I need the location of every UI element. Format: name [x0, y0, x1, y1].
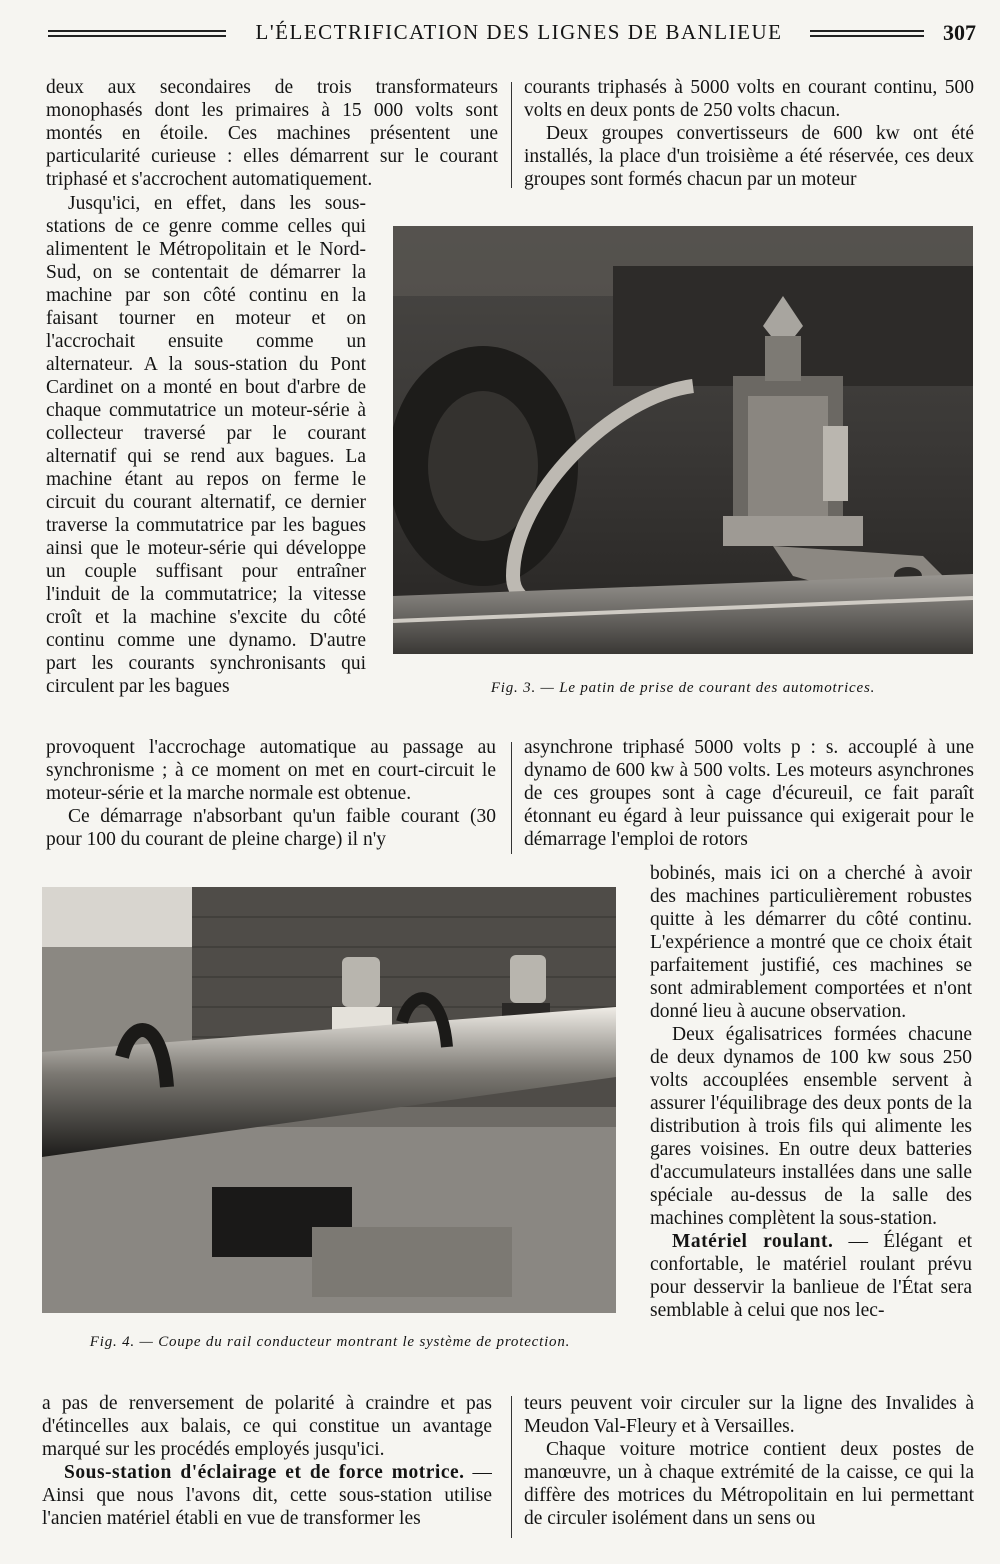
- figure-4-caption: Fig. 4. — Coupe du rail conducteur montrant le système de protection.: [89, 1334, 571, 1350]
- column-divider-middle: [511, 742, 512, 854]
- page-number: 307: [943, 20, 976, 45]
- conductor-rail-illustration: [42, 887, 616, 1313]
- header-rule-right: [810, 30, 924, 37]
- paragraph-g2-text: — Ainsi que nous l'avons dit, cette sous-station utilise l'ancien matériel établi en vue de transformer les: [42, 1462, 492, 1529]
- section-heading-sous-station: Sous-station d'éclairage et de force motrice.: [64, 1462, 465, 1483]
- column-divider-top: [511, 82, 512, 188]
- section-heading-materiel-roulant: Matériel roulant.: [672, 1231, 834, 1252]
- header-rule-left: [48, 30, 226, 37]
- paragraph-h: teurs peuvent voir circuler sur la ligne des Invalides à Meudon Val-Fleury et à Versailles. Chaque voiture motrice contient deux postes de manœuvre, un à chaque extrémité de la caisse, ce qui la diffère des motrices du Métropolitain en lui permettant de circuler isolément dans un sens ou: [524, 1393, 974, 1529]
- paragraph-g: a pas de renversement de polarité à craindre et pas d'étincelles aux balais, ce qui constitue un avantage marqué sur les procédés employés jusqu'ici. Sous-station d'éclairage et de force motrice. — Ainsi que nous l'avons dit, cette sous-station utilise l'ancien matériel établi en vue de transformer les: [42, 1393, 492, 1529]
- current-collector-shoe-illustration: [393, 226, 973, 654]
- paragraph-b: Jusqu'ici, en effet, dans les sous-stations de ce genre comme celles qui alimentent le Métropolitain et le Nord-Sud, on se contentait de démarrer la machine par son côté continu en la faisant tourner en moteur et on l'accrochait ensuite comme un alternateur. A la sous-station du Pont Cardinet on a monté en bout d'arbre de chaque commutatrice un moteur-série à collecteur traversé par le courant alternatif qui se rend aux bagues. La machine étant au repos on ferme le circuit du courant alternatif, ce dernier traverse la commutatrice par les bagues ainsi que le moteur-série qui développe un couple suffisant pour entraîner l'induit de la commutatrice; la vitesse croît et la machine s'excite du côté continu comme une dynamo. D'autre part les courants synchronisants qui circulent par les bagues: [46, 193, 366, 697]
- paragraph-c: provoquent l'accrochage automatique au passage au synchronisme ; à ce moment on met en court-circuit le moteur-série et la marche normale est obtenue. Ce démarrage n'absorbant qu'un faible courant (30 pour 100 du courant de pleine charge) il n'y: [46, 737, 496, 850]
- column-divider-bottom: [511, 1396, 512, 1538]
- paragraph-f: bobinés, mais ici on a cherché à avoir des machines particulièrement robustes quitte à les démarrer du côté continu. L'expérience a montré que ce choix était parfaitement justifié, ces machines se sont admirablement comportées et n'ont donné lieu à aucune observation. Deux égalisatrices formées chacune de deux dynamos de 100 kw sous 250 volts accouplées ensemble servent à assurer l'équilibrage des deux ponts de la distribution à trois fils qui alimente les gares voisines. En outre deux batteries d'accumulateurs installées dans une salle spéciale au-dessus de la salle des machines complètent la sous-station. Matériel roulant. — Élégant et confortable, le matériel roulant prévu pour desservir la banlieue de l'État sera semblable à celui que nos lec-: [650, 863, 972, 1321]
- paragraph-e: asynchrone triphasé 5000 volts p : s. accouplé à une dynamo de 600 kw à 500 volts. Les moteurs asynchrones de ces groupes sont à cage d'écureuil, ce fait paraît étonnant eu égard à leur puissance qui exigerait pour le démarrage l'emploi de rotors: [524, 737, 974, 850]
- paragraph-d: courants triphasés à 5000 volts en courant continu, 500 volts en deux ponts de 250 volts chacun. Deux groupes convertisseurs de 600 kw ont été installés, la place d'un troisième a été réservée, ces deux groupes sont formés chacun par un moteur: [524, 77, 974, 190]
- figure-3-photo: [393, 226, 973, 654]
- paragraph-f3-text: — Élégant et confortable, le matériel roulant prévu pour desservir la banlieue de l'État sera semblable à celui que nos lec-: [650, 1231, 972, 1321]
- page-header: [48, 20, 976, 50]
- running-title: L'ÉLECTRIFICATION DES LIGNES DE BANLIEUE: [255, 20, 783, 44]
- paragraph-a: deux aux secondaires de trois transformateurs monophasés dont les primaires à 15 000 volts sont montés en étoile. Ces machines présentent une particularité curieuse : elles démarrent sur le courant triphasé et s'accrochent automatiquement.: [46, 77, 498, 190]
- figure-3-caption: Fig. 3. — Le patin de prise de courant des automotrices.: [490, 680, 876, 696]
- figure-4-photo: [42, 887, 616, 1313]
